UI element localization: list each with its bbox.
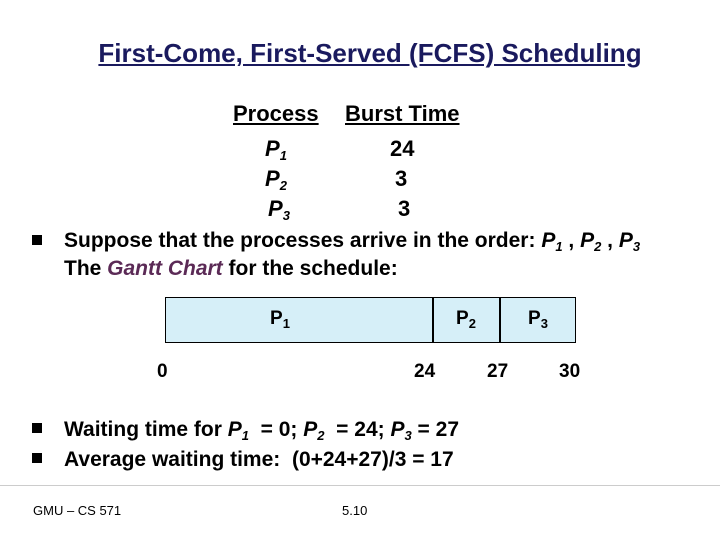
- footer-page-number: 5.10: [342, 503, 368, 518]
- table-header-process: Process: [233, 101, 319, 126]
- bullet-waiting-time: [64, 418, 459, 443]
- process-name: P: [303, 418, 318, 441]
- bullet-average-waiting-time: Average waiting time: (0+24+27)/3 = 17: [64, 448, 454, 471]
- bullet-text: = 27: [411, 418, 459, 441]
- bullet-text: Waiting time for: [64, 418, 228, 441]
- gantt-bar: [165, 297, 576, 343]
- gantt-divider: [499, 297, 501, 343]
- gantt-divider: [432, 297, 434, 343]
- process-subscript: 2: [468, 316, 476, 331]
- table-header-burst-time: Burst Time: [345, 101, 460, 126]
- process-name: P: [265, 166, 280, 191]
- footer-divider: [0, 485, 720, 486]
- process-subscript: 2: [279, 178, 287, 193]
- gantt-tick-label: 27: [487, 361, 509, 382]
- process-name: P: [390, 418, 405, 441]
- process-name: P: [580, 229, 595, 252]
- bullet-text: = 24;: [324, 418, 391, 441]
- gantt-tick-label: 30: [559, 361, 581, 382]
- footer-course: GMU – CS 571: [33, 503, 122, 518]
- process-subscript: 3: [404, 428, 412, 443]
- process-subscript: 2: [594, 239, 602, 254]
- process-subscript: 3: [632, 239, 641, 254]
- gantt-tick-label: 0: [157, 361, 168, 382]
- process-name: P: [227, 418, 242, 441]
- burst-value: 24: [390, 136, 415, 161]
- process-subscript: 1: [282, 316, 290, 331]
- slide-title: First-Come, First-Served (FCFS) Scheduling: [98, 38, 642, 68]
- separator: ,: [601, 229, 619, 252]
- bullet-marker: [32, 423, 42, 433]
- bullet-text: = 0;: [248, 418, 304, 441]
- gantt-segment-label: [456, 308, 476, 331]
- gantt-segment-label: [528, 308, 548, 331]
- bullet-marker: [32, 235, 42, 245]
- burst-value: 3: [395, 166, 408, 191]
- process-name: P: [541, 229, 556, 252]
- bullet-text: for the schedule:: [222, 257, 398, 280]
- process-subscript: 1: [555, 239, 563, 254]
- table-row: [268, 196, 290, 223]
- process-subscript: 2: [317, 428, 325, 443]
- process-subscript: 1: [241, 428, 249, 443]
- bullet-gantt-intro: [64, 257, 398, 281]
- table-row: [265, 166, 287, 193]
- process-subscript: 3: [282, 208, 290, 223]
- process-name: P: [270, 308, 283, 329]
- process-name: P: [268, 196, 283, 221]
- burst-value: 3: [398, 196, 411, 221]
- process-name: P: [618, 229, 633, 252]
- bullet-text: The: [64, 257, 108, 280]
- gantt-chart-term: Gantt Chart: [107, 257, 223, 280]
- bullet-marker: [32, 453, 42, 463]
- gantt-segment-label: [270, 308, 290, 331]
- process-name: P: [265, 136, 280, 161]
- process-subscript: 3: [540, 316, 548, 331]
- separator: ,: [562, 229, 581, 252]
- bullet-text: Suppose that the processes arrive in the order:: [64, 229, 542, 252]
- process-name: P: [456, 308, 469, 329]
- process-subscript: 1: [279, 148, 287, 163]
- gantt-tick-label: 24: [414, 361, 436, 382]
- table-row: [265, 136, 287, 163]
- process-name: P: [528, 308, 541, 329]
- bullet-arrival-order: [64, 229, 640, 254]
